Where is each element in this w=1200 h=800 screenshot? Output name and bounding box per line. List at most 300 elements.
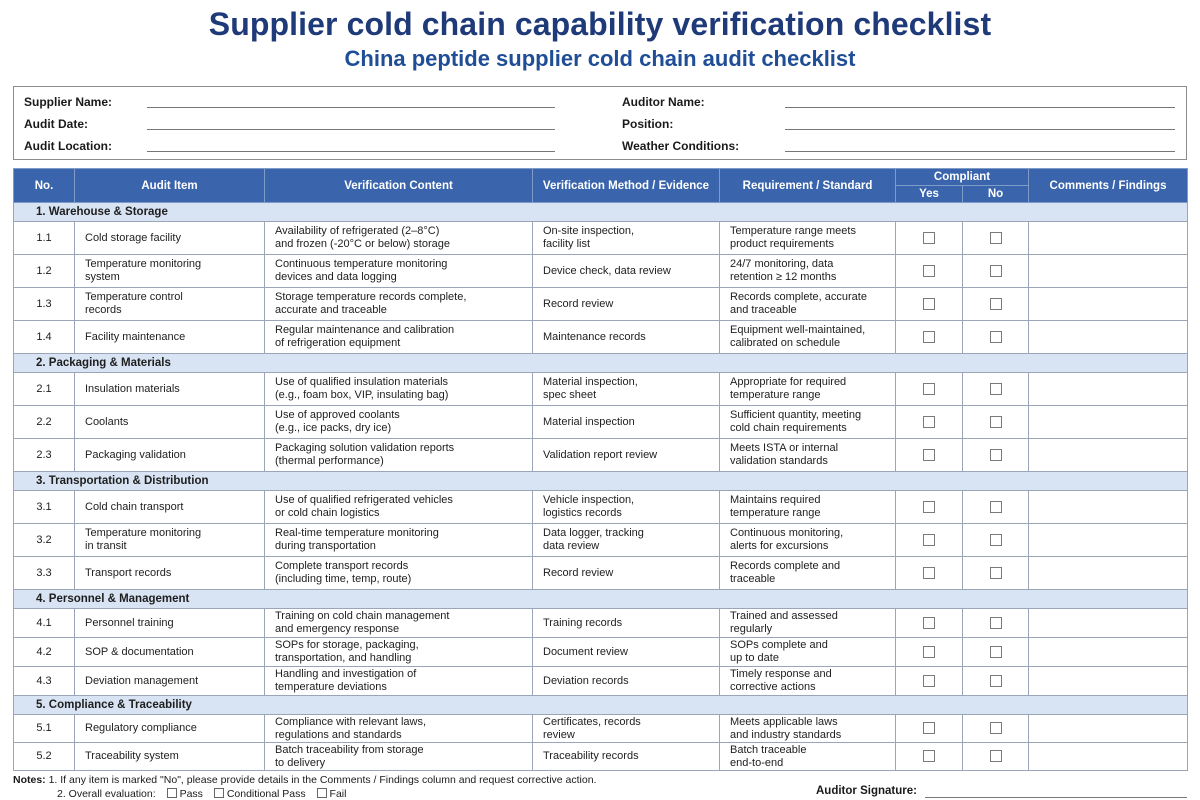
table-row	[14, 406, 1188, 439]
requirement-line: traceable	[730, 573, 776, 585]
item-number: 4.1	[14, 609, 75, 638]
compliant-no-checkbox[interactable]	[990, 331, 1002, 343]
compliant-no-cell	[963, 638, 1029, 667]
requirement-cell	[720, 255, 896, 288]
table-row	[14, 255, 1188, 288]
verification-method-cell	[533, 524, 720, 557]
requirement-cell	[720, 321, 896, 354]
verification-content-cell	[265, 491, 533, 524]
verification-content-line: regulations and standards	[275, 728, 402, 741]
compliant-no-cell	[963, 524, 1029, 557]
audit-item-cell	[75, 524, 265, 557]
audit-item-line: Facility maintenance	[85, 330, 186, 343]
compliant-yes-checkbox[interactable]	[923, 416, 935, 428]
requirement-line: Meets ISTA or internal	[730, 442, 839, 454]
audit-item-cell	[75, 439, 265, 472]
verification-method-line: spec sheet	[543, 389, 597, 401]
audit-item-line: SOP & documentation	[85, 645, 194, 658]
note-line-2	[13, 787, 813, 800]
verification-method-cell	[533, 321, 720, 354]
compliant-yes-checkbox[interactable]	[923, 298, 935, 310]
compliant-yes-checkbox[interactable]	[923, 567, 935, 579]
comments-cell[interactable]	[1029, 715, 1188, 743]
verification-method-cell	[533, 638, 720, 667]
audit-item-cell	[75, 373, 265, 406]
auditor-name-field-line	[785, 107, 1175, 108]
compliant-no-checkbox[interactable]	[990, 383, 1002, 395]
audit-location-label: Audit Location:	[24, 139, 112, 153]
verification-method-line: data review	[543, 540, 600, 552]
verification-method-cell	[533, 406, 720, 439]
section-title: 1. Warehouse & Storage	[14, 203, 1188, 222]
audit-item-line: Temperature monitoring	[85, 258, 202, 270]
verification-content-line: to delivery	[275, 756, 326, 769]
verification-content-line: Packaging solution validation reports	[275, 442, 455, 454]
compliant-yes-cell	[896, 491, 963, 524]
requirement-cell	[720, 609, 896, 638]
requirement-line: Records complete and	[730, 560, 841, 572]
requirement-line: calibrated on schedule	[730, 337, 841, 349]
compliant-yes-cell	[896, 667, 963, 696]
audit-date-field-line	[147, 129, 555, 130]
verification-content-line: (e.g., foam box, VIP, insulating bag)	[275, 389, 449, 401]
comments-cell[interactable]	[1029, 288, 1188, 321]
compliant-no-checkbox[interactable]	[990, 449, 1002, 461]
verification-content-cell	[265, 255, 533, 288]
verification-content-line: Compliance with relevant laws,	[275, 715, 427, 728]
requirement-line: Trained and assessed	[730, 610, 838, 622]
compliant-no-checkbox[interactable]	[990, 750, 1002, 762]
requirement-line: retention ≥ 12 months	[730, 271, 837, 283]
verification-method-line: facility list	[543, 238, 591, 250]
verification-method-line: Deviation records	[543, 674, 629, 687]
compliant-yes-checkbox[interactable]	[923, 722, 935, 734]
requirement-line: cold chain requirements	[730, 422, 847, 434]
compliant-yes-checkbox[interactable]	[923, 331, 935, 343]
audit-item-cell	[75, 406, 265, 439]
verification-content-line: or cold chain logistics	[275, 507, 380, 519]
verification-method-line: Validation report review	[543, 448, 658, 461]
verification-content-cell	[265, 373, 533, 406]
audit-item-cell	[75, 491, 265, 524]
verification-content-line: Regular maintenance and calibration	[275, 324, 455, 336]
verification-content-cell	[265, 667, 533, 696]
verification-method-line: Record review	[543, 297, 614, 310]
audit-info-panel	[13, 86, 1187, 160]
audit-item-line: Packaging validation	[85, 448, 186, 461]
section-title: 3. Transportation & Distribution	[14, 472, 1188, 491]
header-yes: Yes	[896, 186, 963, 203]
compliant-yes-cell	[896, 373, 963, 406]
verification-method-cell	[533, 715, 720, 743]
compliant-yes-cell	[896, 524, 963, 557]
requirement-line: Batch traceable	[730, 743, 807, 756]
item-number: 4.3	[14, 667, 75, 696]
compliant-yes-cell	[896, 321, 963, 354]
header-requirement: Requirement / Standard	[720, 169, 896, 203]
audit-item-cell	[75, 255, 265, 288]
verification-content-line: of refrigeration equipment	[275, 337, 401, 349]
section-row	[14, 203, 1188, 222]
compliant-yes-cell	[896, 743, 963, 771]
fail-checkbox[interactable]	[317, 788, 327, 798]
verification-method-line: logistics records	[543, 507, 622, 519]
requirement-line: and traceable	[730, 304, 797, 316]
requirement-cell	[720, 222, 896, 255]
table-row	[14, 609, 1188, 638]
position-label: Position:	[622, 117, 674, 131]
verification-content-line: and emergency response	[275, 623, 400, 635]
verification-method-line: Data logger, tracking	[543, 527, 644, 539]
compliant-yes-cell	[896, 288, 963, 321]
verification-content-line: Batch traceability from storage	[275, 743, 424, 756]
header-compliant: Compliant	[896, 169, 1029, 186]
header-no: No.	[14, 169, 75, 203]
audit-date-label: Audit Date:	[24, 117, 88, 131]
requirement-line: and industry standards	[730, 728, 842, 741]
comments-cell[interactable]	[1029, 406, 1188, 439]
compliant-no-checkbox[interactable]	[990, 265, 1002, 277]
item-number: 3.1	[14, 491, 75, 524]
verification-method-line: Record review	[543, 566, 614, 579]
compliant-yes-cell	[896, 222, 963, 255]
compliant-no-cell	[963, 406, 1029, 439]
verification-content-cell	[265, 321, 533, 354]
notes-label: Notes:	[13, 774, 46, 786]
section-row	[14, 696, 1188, 715]
compliant-yes-cell	[896, 439, 963, 472]
verification-content-line: Use of qualified insulation materials	[275, 376, 449, 388]
compliant-no-checkbox[interactable]	[990, 567, 1002, 579]
compliant-no-cell	[963, 321, 1029, 354]
auditor-name-label: Auditor Name:	[622, 95, 705, 109]
section-row	[14, 354, 1188, 373]
table-row	[14, 439, 1188, 472]
verification-method-cell	[533, 373, 720, 406]
verification-method-cell	[533, 439, 720, 472]
requirement-line: validation standards	[730, 455, 828, 467]
requirement-cell	[720, 667, 896, 696]
auditor-name-field[interactable]	[785, 91, 1175, 107]
requirement-line: product requirements	[730, 238, 834, 250]
verification-method-cell	[533, 667, 720, 696]
item-number: 2.2	[14, 406, 75, 439]
item-number: 1.4	[14, 321, 75, 354]
verification-content-line: (including time, temp, route)	[275, 573, 412, 585]
header-no-option: No	[963, 186, 1029, 203]
requirement-line: temperature range	[730, 389, 821, 401]
conditional-pass-checkbox[interactable]	[214, 788, 224, 798]
audit-item-cell	[75, 609, 265, 638]
header-verification-content: Verification Content	[265, 169, 533, 203]
compliant-yes-cell	[896, 609, 963, 638]
verification-content-line: (e.g., ice packs, dry ice)	[275, 422, 392, 434]
weather-field-line	[785, 151, 1175, 152]
requirement-line: alerts for excursions	[730, 540, 829, 552]
weather-label: Weather Conditions:	[622, 139, 740, 153]
table-row	[14, 491, 1188, 524]
position-field-line	[785, 129, 1175, 130]
verification-method-line: review	[543, 728, 575, 741]
comments-cell[interactable]	[1029, 491, 1188, 524]
requirement-cell	[720, 406, 896, 439]
compliant-no-checkbox[interactable]	[990, 232, 1002, 244]
compliant-no-checkbox[interactable]	[990, 501, 1002, 513]
compliant-no-checkbox[interactable]	[990, 722, 1002, 734]
verification-content-line: Handling and investigation of	[275, 668, 417, 680]
compliant-no-checkbox[interactable]	[990, 675, 1002, 687]
requirement-cell	[720, 288, 896, 321]
conditional-pass-label: Conditional Pass	[226, 788, 306, 800]
section-title: 4. Personnel & Management	[14, 590, 1188, 609]
section-row	[14, 472, 1188, 491]
audit-item-line: Regulatory compliance	[85, 722, 197, 734]
requirement-line: end-to-end	[730, 756, 784, 769]
audit-location-field-line	[147, 151, 555, 152]
audit-item-line: Coolants	[85, 415, 129, 428]
compliant-yes-checkbox[interactable]	[923, 265, 935, 277]
verification-content-line: Use of qualified refrigerated vehicles	[275, 494, 453, 506]
compliant-no-cell	[963, 715, 1029, 743]
verification-content-line: SOPs for storage, packaging,	[275, 639, 419, 651]
requirement-cell	[720, 557, 896, 590]
requirement-line: Appropriate for required	[730, 376, 847, 388]
verification-content-cell	[265, 406, 533, 439]
requirement-line: Continuous monitoring,	[730, 527, 844, 539]
pass-checkbox[interactable]	[167, 788, 177, 798]
requirement-line: Meets applicable laws	[730, 715, 838, 728]
requirement-line: temperature range	[730, 507, 821, 519]
verification-content-line: and frozen (-20°C or below) storage	[275, 238, 450, 250]
verification-method-cell	[533, 557, 720, 590]
compliant-no-checkbox[interactable]	[990, 534, 1002, 546]
audit-item-cell	[75, 222, 265, 255]
verification-method-line: Certificates, records	[543, 715, 641, 728]
compliant-yes-checkbox[interactable]	[923, 501, 935, 513]
table-row	[14, 222, 1188, 255]
compliant-yes-cell	[896, 638, 963, 667]
comments-cell[interactable]	[1029, 743, 1188, 771]
verification-content-line: Continuous temperature monitoring	[275, 258, 448, 270]
compliant-yes-cell	[896, 255, 963, 288]
table-row	[14, 373, 1188, 406]
requirement-line: up to date	[730, 652, 779, 664]
comments-cell[interactable]	[1029, 638, 1188, 667]
compliant-yes-checkbox[interactable]	[923, 232, 935, 244]
comments-cell[interactable]	[1029, 439, 1188, 472]
comments-cell[interactable]	[1029, 373, 1188, 406]
comments-cell[interactable]	[1029, 222, 1188, 255]
comments-cell[interactable]	[1029, 321, 1188, 354]
compliant-no-cell	[963, 557, 1029, 590]
verification-content-line: accurate and traceable	[275, 304, 387, 316]
compliant-no-checkbox[interactable]	[990, 416, 1002, 428]
requirement-cell	[720, 491, 896, 524]
requirement-line: Temperature range meets	[730, 225, 856, 237]
section-title: 2. Packaging & Materials	[14, 354, 1188, 373]
compliant-yes-checkbox[interactable]	[923, 449, 935, 461]
verification-content-cell	[265, 557, 533, 590]
notes-block	[13, 773, 813, 800]
verification-content-line: Storage temperature records complete,	[275, 291, 467, 303]
requirement-line: 24/7 monitoring, data	[730, 258, 834, 270]
verification-content-cell	[265, 715, 533, 743]
audit-item-cell	[75, 667, 265, 696]
verification-content-line: Use of approved coolants	[275, 409, 400, 421]
requirement-line: Maintains required	[730, 494, 821, 506]
compliant-no-cell	[963, 667, 1029, 696]
audit-item-line: system	[85, 271, 120, 283]
supplier-name-field-line	[147, 107, 555, 108]
requirement-line: Sufficient quantity, meeting	[730, 409, 862, 421]
audit-item-cell	[75, 715, 265, 743]
compliant-yes-checkbox[interactable]	[923, 617, 935, 629]
table-row	[14, 743, 1188, 771]
audit-item-line: Traceability system	[85, 750, 179, 762]
table-row	[14, 321, 1188, 354]
compliant-yes-cell	[896, 557, 963, 590]
requirement-cell	[720, 524, 896, 557]
compliant-no-cell	[963, 373, 1029, 406]
audit-item-line: Deviation management	[85, 674, 199, 687]
supplier-name-label: Supplier Name:	[24, 95, 113, 109]
section-title: 5. Compliance & Traceability	[14, 696, 1188, 715]
verification-content-cell	[265, 524, 533, 557]
audit-item-line: records	[85, 304, 122, 316]
verification-method-cell	[533, 288, 720, 321]
verification-content-cell	[265, 288, 533, 321]
note-2-text: 2. Overall evaluation:	[57, 788, 156, 800]
requirement-line: SOPs complete and	[730, 639, 828, 651]
verification-method-cell	[533, 743, 720, 771]
compliant-yes-cell	[896, 715, 963, 743]
compliant-no-cell	[963, 609, 1029, 638]
weather-field[interactable]	[785, 135, 1175, 151]
compliant-yes-cell	[896, 406, 963, 439]
table-row	[14, 638, 1188, 667]
verification-content-cell	[265, 638, 533, 667]
auditor-signature-line[interactable]	[925, 797, 1187, 798]
supplier-name-field[interactable]	[147, 91, 555, 107]
compliant-yes-checkbox[interactable]	[923, 534, 935, 546]
item-number: 1.3	[14, 288, 75, 321]
audit-location-field[interactable]	[147, 135, 555, 151]
item-number: 1.1	[14, 222, 75, 255]
compliant-no-cell	[963, 491, 1029, 524]
requirement-line: Records complete, accurate	[730, 291, 867, 303]
audit-item-line: Personnel training	[85, 616, 174, 629]
requirement-cell	[720, 743, 896, 771]
table-row	[14, 667, 1188, 696]
audit-item-line: Temperature monitoring	[85, 527, 202, 539]
audit-item-line: Temperature control	[85, 291, 183, 303]
audit-item-line: in transit	[85, 540, 127, 552]
comments-cell[interactable]	[1029, 609, 1188, 638]
position-field[interactable]	[785, 113, 1175, 129]
verification-content-line: temperature deviations	[275, 681, 387, 693]
verification-method-line: On-site inspection,	[543, 225, 635, 237]
checklist-body	[14, 203, 1188, 771]
compliant-no-checkbox[interactable]	[990, 646, 1002, 658]
audit-date-field[interactable]	[147, 113, 555, 129]
comments-cell[interactable]	[1029, 524, 1188, 557]
audit-item-cell	[75, 321, 265, 354]
verification-content-line: devices and data logging	[275, 271, 397, 283]
verification-method-cell	[533, 491, 720, 524]
note-1-text: 1. If any item is marked "No", please provide details in the Comments / Findings column and request corrective action.	[48, 774, 597, 786]
verification-method-line: Device check, data review	[543, 264, 671, 277]
audit-item-line: Cold storage facility	[85, 231, 181, 244]
verification-content-line: transportation, and handling	[275, 652, 412, 664]
verification-method-line: Material inspection	[543, 415, 635, 428]
table-row	[14, 288, 1188, 321]
compliant-yes-checkbox[interactable]	[923, 675, 935, 687]
header-verification-method: Verification Method / Evidence	[533, 169, 720, 203]
item-number: 2.1	[14, 373, 75, 406]
verification-method-line: Traceability records	[543, 750, 639, 762]
compliant-no-checkbox[interactable]	[990, 298, 1002, 310]
pass-label: Pass	[179, 788, 203, 800]
compliant-yes-checkbox[interactable]	[923, 750, 935, 762]
verification-method-line: Document review	[543, 645, 628, 658]
requirement-cell	[720, 373, 896, 406]
compliant-no-cell	[963, 288, 1029, 321]
verification-content-cell	[265, 743, 533, 771]
item-number: 2.3	[14, 439, 75, 472]
verification-content-cell	[265, 439, 533, 472]
verification-content-line: Availability of refrigerated (2–8°C)	[275, 225, 440, 237]
requirement-cell	[720, 439, 896, 472]
comments-cell[interactable]	[1029, 667, 1188, 696]
requirement-line: regularly	[730, 623, 773, 635]
compliant-yes-checkbox[interactable]	[923, 383, 935, 395]
verification-content-line: Training on cold chain management	[275, 610, 450, 622]
requirement-cell	[720, 638, 896, 667]
header-audit-item: Audit Item	[75, 169, 265, 203]
verification-method-cell	[533, 255, 720, 288]
fail-label: Fail	[329, 788, 347, 800]
compliant-no-cell	[963, 439, 1029, 472]
page-subtitle: China peptide supplier cold chain audit checklist	[344, 46, 856, 71]
page-title: Supplier cold chain capability verification checklist	[208, 6, 992, 42]
compliant-no-cell	[963, 222, 1029, 255]
verification-content-line: Real-time temperature monitoring	[275, 527, 439, 539]
comments-cell[interactable]	[1029, 557, 1188, 590]
compliant-no-cell	[963, 743, 1029, 771]
audit-item-cell	[75, 743, 265, 771]
header-comments: Comments / Findings	[1029, 169, 1188, 203]
compliant-yes-checkbox[interactable]	[923, 646, 935, 658]
item-number: 3.3	[14, 557, 75, 590]
requirement-line: Timely response and	[730, 668, 832, 680]
verification-method-line: Training records	[543, 616, 623, 629]
item-number: 5.1	[14, 715, 75, 743]
requirement-line: corrective actions	[730, 681, 816, 693]
audit-item-cell	[75, 557, 265, 590]
audit-item-cell	[75, 638, 265, 667]
audit-item-line: Transport records	[85, 566, 172, 579]
item-number: 3.2	[14, 524, 75, 557]
item-number: 1.2	[14, 255, 75, 288]
requirement-cell	[720, 715, 896, 743]
verification-content-line: (thermal performance)	[275, 455, 384, 467]
comments-cell[interactable]	[1029, 255, 1188, 288]
compliant-no-cell	[963, 255, 1029, 288]
audit-item-line: Insulation materials	[85, 382, 180, 395]
table-row	[14, 524, 1188, 557]
compliant-no-checkbox[interactable]	[990, 617, 1002, 629]
section-row	[14, 590, 1188, 609]
